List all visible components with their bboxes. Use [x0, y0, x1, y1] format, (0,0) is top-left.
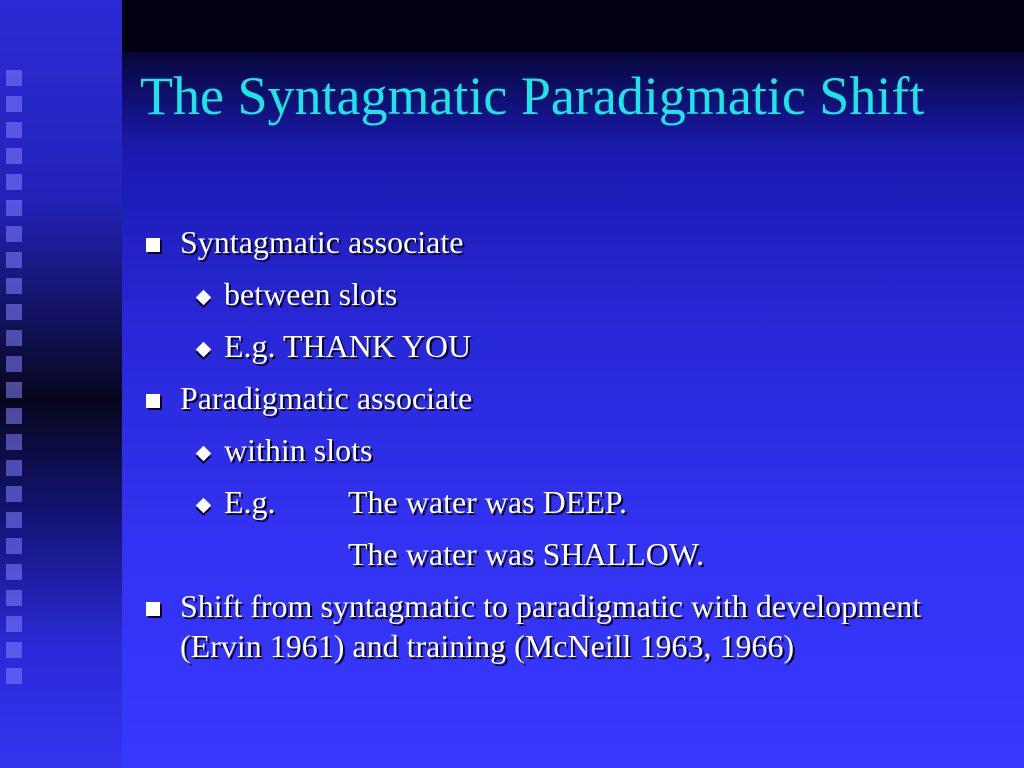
decorative-square	[6, 148, 22, 164]
sub-bullet-item	[192, 326, 980, 366]
decorative-square	[6, 434, 22, 450]
decorative-square	[6, 200, 22, 216]
bullet-item	[140, 222, 980, 262]
diamond-bullet-icon	[196, 446, 212, 462]
decorative-square	[6, 330, 22, 346]
decorative-square	[6, 668, 22, 684]
bullet-text: Syntagmatic associate	[180, 224, 464, 260]
bullet-item	[140, 586, 980, 666]
decorative-square	[6, 590, 22, 606]
example-continuation	[140, 534, 980, 574]
decorative-square	[6, 408, 22, 424]
top-dark-bar	[122, 0, 1024, 52]
decorative-square	[6, 174, 22, 190]
sub-bullet-item	[192, 274, 980, 314]
decorative-square	[6, 278, 22, 294]
sub-bullet-text: E.g. THANK YOU	[224, 328, 472, 364]
decorative-square	[6, 226, 22, 242]
decorative-square-column	[6, 70, 30, 694]
square-bullet-icon	[146, 238, 160, 252]
sub-bullet-text: between slots	[224, 276, 398, 312]
decorative-square	[6, 252, 22, 268]
example-label: E.g.	[224, 484, 276, 520]
square-bullet-icon	[146, 602, 160, 616]
sub-bullet-item	[192, 482, 980, 522]
bullet-list	[140, 222, 980, 678]
square-bullet-icon	[146, 394, 160, 408]
decorative-square	[6, 460, 22, 476]
decorative-square	[6, 122, 22, 138]
bullet-text: Shift from syntagmatic to paradigmatic with development (Ervin 1961) and training (McNeill 1963, 1966)	[180, 588, 922, 664]
decorative-square	[6, 356, 22, 372]
decorative-square	[6, 304, 22, 320]
bullet-text: Paradigmatic associate	[180, 380, 473, 416]
decorative-square	[6, 642, 22, 658]
diamond-bullet-icon	[196, 498, 212, 514]
bullet-item	[140, 378, 980, 418]
example-sentence: The water was DEEP.	[348, 484, 628, 520]
decorative-square	[6, 538, 22, 554]
sub-bullet-item	[192, 430, 980, 470]
diamond-bullet-icon	[196, 290, 212, 306]
left-decorative-band	[0, 0, 122, 768]
decorative-square	[6, 616, 22, 632]
slide-title: The Syntagmatic Paradigmatic Shift	[140, 66, 925, 126]
decorative-square	[6, 512, 22, 528]
decorative-square	[6, 486, 22, 502]
sub-bullet-text: within slots	[224, 432, 373, 468]
decorative-square	[6, 96, 22, 112]
decorative-square	[6, 70, 22, 86]
diamond-bullet-icon	[196, 342, 212, 358]
example-sentence-continued: The water was SHALLOW.	[348, 536, 705, 572]
decorative-square	[6, 564, 22, 580]
decorative-square	[6, 382, 22, 398]
